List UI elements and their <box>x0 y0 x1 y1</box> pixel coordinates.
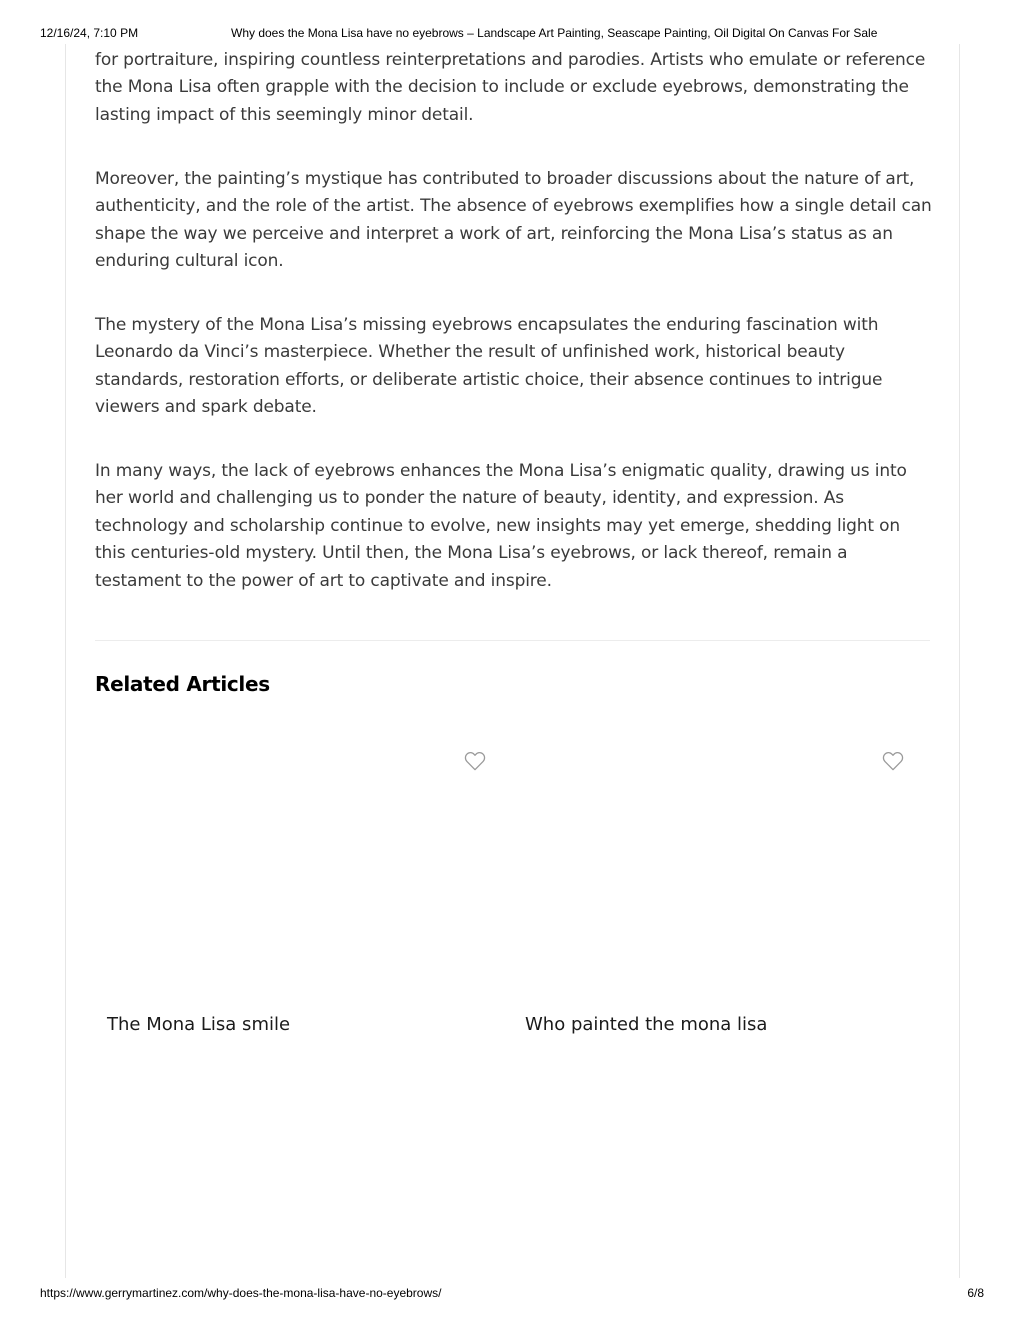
article-paragraph: for portraiture, inspiring countless reinterpretations and parodies. Artists who emulate or reference the Mona Lisa often grapple with the decision to include or exclude eyebrows, demonstrating the lasting impact of this seemingly minor detail. <box>95 50 926 125</box>
related-article-card[interactable] <box>95 735 500 1065</box>
article-body <box>95 47 933 632</box>
print-date: 12/16/24, 7:10 PM <box>40 26 139 40</box>
related-article-thumbnail[interactable] <box>513 735 918 995</box>
article-paragraph: In many ways, the lack of eyebrows enhances the Mona Lisa’s enigmatic quality, drawing us into her world and challenging us to ponder the nature of beauty, identity, and expression. As technology and scholarship continue to evolve, new insights may yet emerge, shedding light on this centuries-old mystery. Until then, the Mona Lisa’s eyebrows, or lack thereof, remain a testament to the power of art to captivate and inspire. <box>95 460 907 591</box>
article-paragraph: The mystery of the Mona Lisa’s missing eyebrows encapsulates the enduring fascination with Leonardo da Vinci’s masterpiece. Whether the result of unfinished work, historical beauty standards, restoration efforts, or deliberate artistic choice, their absence continues to intrigue viewers and spark debate. <box>95 314 883 418</box>
related-articles-heading: Related Articles <box>95 672 270 696</box>
related-article-title[interactable]: Who painted the mona lisa <box>525 1014 768 1035</box>
article-paragraph: Moreover, the painting’s mystique has contributed to broader discussions about the nature of art, authenticity, and the role of the artist. The absence of eyebrows exemplifies how a single detail can shape the way we perceive and interpret a work of art, reinforcing the Mona Lisa’s status as an enduring cultural icon. <box>95 168 932 271</box>
print-header <box>0 26 1024 42</box>
related-article-card[interactable] <box>513 735 918 1065</box>
print-page-number: 6/8 <box>967 1286 984 1300</box>
print-page-title: Why does the Mona Lisa have no eyebrows – Landscape Art Painting, Seascape Painting, Oil Digital On Canvas For Sale <box>231 26 878 40</box>
print-footer <box>0 1286 1024 1302</box>
related-article-thumbnail[interactable] <box>95 735 500 995</box>
section-divider <box>95 640 930 641</box>
related-article-title[interactable]: The Mona Lisa smile <box>107 1014 291 1035</box>
print-url: https://www.gerrymartinez.com/why-does-the-mona-lisa-have-no-eyebrows/ <box>40 1286 442 1300</box>
heart-outline-icon[interactable] <box>464 751 486 771</box>
heart-outline-icon[interactable] <box>882 751 904 771</box>
